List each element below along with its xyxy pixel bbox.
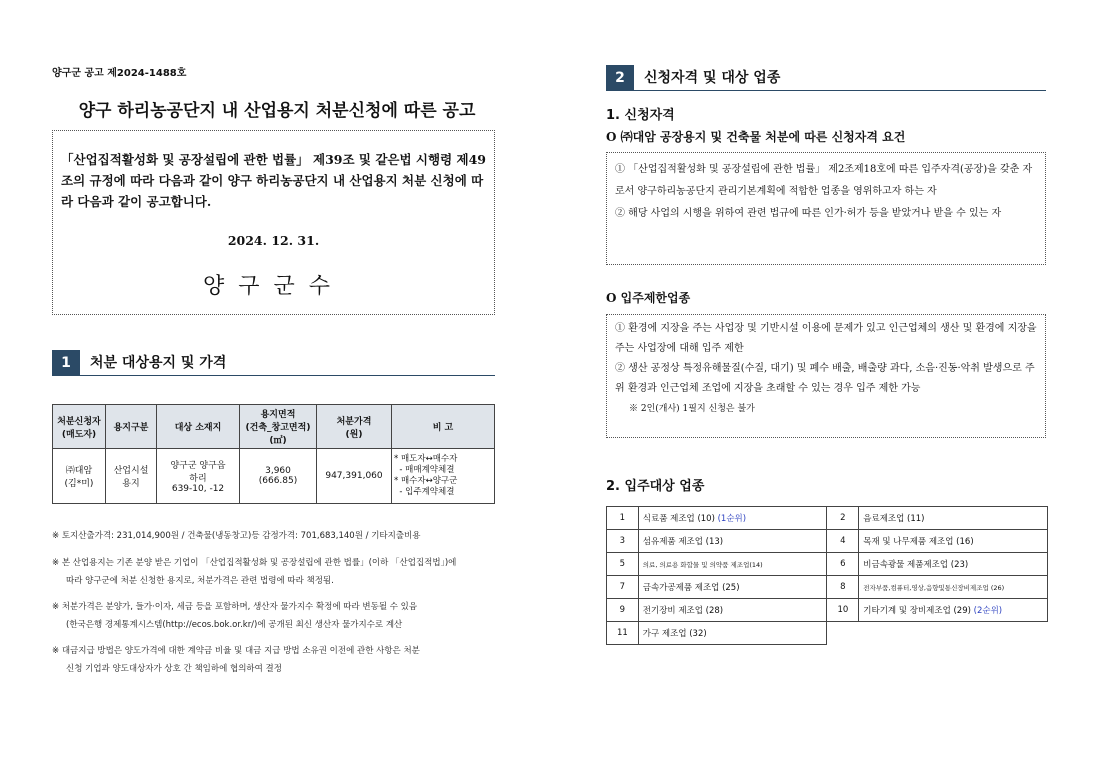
table-row bbox=[607, 553, 1048, 576]
intro-text: 「산업집적활성화 및 공장설립에 관한 법률」 제39조 및 같은법 시행령 제49조의 규정에 따라 다음과 같이 양구 하리농공단지 내 산업용지 처분 신청에 따라 다음과 같이 공고합니다. bbox=[61, 152, 486, 209]
industry-name: 비금속광물 제품제조업 (23) bbox=[859, 553, 1048, 576]
section-underline bbox=[80, 375, 495, 376]
section-title: 신청자격 및 대상 업종 bbox=[644, 70, 781, 86]
industry-name: 의료, 의료용 화합물 및 의약품 제조업(14) bbox=[638, 553, 827, 576]
empty-cell bbox=[859, 622, 1048, 645]
cell-land-type: 산업시설 용지 bbox=[106, 449, 157, 504]
industry-name: 전기장비 제조업 (28) bbox=[638, 599, 827, 622]
note-price-change-1: ※ 처분가격은 분양가, 들가·이자, 세금 등을 포함하며, 생산자 물가지수 확정에 따라 변동될 수 있음 bbox=[52, 602, 418, 612]
note-land-origin-2: 따라 양구군에 처분 신청한 용지로, 처분가격은 관련 법령에 따라 책정됨. bbox=[66, 576, 334, 586]
header-remarks: 비 고 bbox=[392, 405, 495, 449]
table-row bbox=[607, 530, 1048, 553]
notice-signer: 양구군수 bbox=[202, 274, 344, 299]
note-price-breakdown: ※ 토지산출가격: 231,014,900원 / 건축물(냉동창고)등 감정가격: 701,683,140원 / 기타지출비용 bbox=[52, 531, 421, 541]
industry-name: 전자부품,컴퓨터,영상,음향및통신장비제조업 (26) bbox=[859, 576, 1048, 599]
industry-no: 9 bbox=[607, 599, 639, 622]
notice-number: 양구군 공고 제2024-1488호 bbox=[52, 68, 187, 79]
industry-name: 식료품 제조업 (10) (1순위) bbox=[638, 507, 827, 530]
industry-no: 4 bbox=[827, 530, 859, 553]
qualification-title: O ㈜대암 공장용지 및 건축물 처분에 따른 신청자격 요건 bbox=[606, 130, 906, 144]
industry-no: 1 bbox=[607, 507, 639, 530]
header-location: 대상 소재지 bbox=[157, 405, 240, 449]
industry-name: 가구 제조업 (32) bbox=[638, 622, 827, 645]
industry-no: 3 bbox=[607, 530, 639, 553]
list-item: ② 생산 공정상 특정유해물질(수질, 대기) 및 폐수 배출, 배출량 과다, 소음·진동·악취 발생으로 주위 환경과 인근업체 조업에 지장을 초래할 수 있는 경우 입주 제한 가능 bbox=[615, 363, 1035, 394]
table-row bbox=[607, 599, 1048, 622]
list-item: ① 「산업집적활성화 및 공장설립에 관한 법률」 제2조제18호에 따른 입주자격(공장)을 갖춘 자로서 양구하리농공단지 관리기본계획에 적합한 업종을 영위하고자 하는 자 bbox=[615, 164, 1033, 197]
cell-area: 3,960 (666.85) bbox=[240, 449, 317, 504]
section-number: 2 bbox=[606, 65, 634, 91]
list-item: ② 해당 사업의 시행을 위하여 관련 법규에 따른 인가·허가 등을 받았거나 받을 수 있는 자 bbox=[615, 208, 1002, 219]
cell-seller: ㈜대암 (김*미) bbox=[53, 449, 106, 504]
table-row bbox=[53, 449, 495, 504]
industry-name: 금속가공제품 제조업 (25) bbox=[638, 576, 827, 599]
header-price: 처분가격 (원) bbox=[317, 405, 392, 449]
industry-no: 8 bbox=[827, 576, 859, 599]
note-price-change-2: (한국은행 경제통계시스템(http://ecos.bok.or.kr/)에 공개된 최신 생산자 물가지수로 계산 bbox=[66, 620, 403, 630]
header-land-type: 용지구분 bbox=[106, 405, 157, 449]
table-row bbox=[607, 576, 1048, 599]
cell-remarks: * 매도자↔매수자 - 매매계약체결 * 매수자↔양구군 - 입주계약체결 bbox=[392, 449, 495, 504]
document-title: 양구 하리농공단지 내 산업용지 처분신청에 따른 공고 bbox=[78, 101, 476, 121]
industry-name: 음료제조업 (11) bbox=[859, 507, 1048, 530]
cell-location: 양구군 양구읍 하리 639-10, -12 bbox=[157, 449, 240, 504]
cell-price: 947,391,060 bbox=[317, 449, 392, 504]
table-row bbox=[607, 507, 1048, 530]
empty-cell bbox=[827, 622, 859, 645]
restricted-industries-box bbox=[606, 314, 1046, 438]
header-area: 용지면적 (건축_창고면적) (㎡) bbox=[240, 405, 317, 449]
qualification-list bbox=[615, 159, 1039, 225]
industry-name: 목재 및 나무제품 제조업 (16) bbox=[859, 530, 1048, 553]
industry-no: 11 bbox=[607, 622, 639, 645]
subheading-target-industries: 2. 입주대상 업종 bbox=[606, 479, 705, 494]
restricted-list bbox=[615, 319, 1039, 419]
industry-name: 기타기계 및 장비제조업 (29) (2순위) bbox=[859, 599, 1048, 622]
section-number: 1 bbox=[52, 350, 80, 376]
industry-no: 6 bbox=[827, 553, 859, 576]
list-item: ① 환경에 지장을 주는 사업장 및 기반시설 이용에 문제가 있고 인근업체의 생산 및 환경에 지장을 주는 사업장에 대해 입주 제한 bbox=[615, 323, 1037, 354]
intro-box bbox=[52, 130, 495, 315]
restricted-industries-title: O 입주제한업종 bbox=[606, 291, 691, 305]
industry-no: 5 bbox=[607, 553, 639, 576]
table-header-row bbox=[53, 405, 495, 449]
industry-no: 7 bbox=[607, 576, 639, 599]
qualification-box bbox=[606, 152, 1046, 265]
section-underline bbox=[634, 90, 1046, 91]
table-row bbox=[607, 622, 1048, 645]
notice-date: 2024. 12. 31. bbox=[227, 233, 320, 248]
section-title: 처분 대상용지 및 가격 bbox=[90, 355, 227, 371]
target-industry-table bbox=[606, 506, 1048, 645]
industry-no: 2 bbox=[827, 507, 859, 530]
section-1-header bbox=[52, 350, 495, 376]
header-seller: 처분신청자 (매도자) bbox=[53, 405, 106, 449]
industry-name: 섬유제품 제조업 (13) bbox=[638, 530, 827, 553]
subheading-qualification: 1. 신청자격 bbox=[606, 108, 675, 123]
section-2-header bbox=[606, 65, 1046, 91]
note-land-origin-1: ※ 본 산업용지는 기존 분양 받은 기업이 「산업집적활성화 및 공장설립에 관한 법률」(이하 「산업집적법」)에 bbox=[52, 558, 457, 568]
disposal-price-table bbox=[52, 404, 495, 504]
note-payment-1: ※ 대금지급 방법은 양도가격에 대한 계약금 비율 및 대금 지급 방법 소유권 이전에 관한 사항은 처분 bbox=[52, 646, 420, 656]
industry-no: 10 bbox=[827, 599, 859, 622]
note-payment-2: 신청 기업과 양도대상자가 상호 간 책임하에 협의하여 결정 bbox=[66, 664, 282, 674]
restricted-note: ※ 2인(개사) 1필지 신청은 불가 bbox=[629, 404, 755, 414]
